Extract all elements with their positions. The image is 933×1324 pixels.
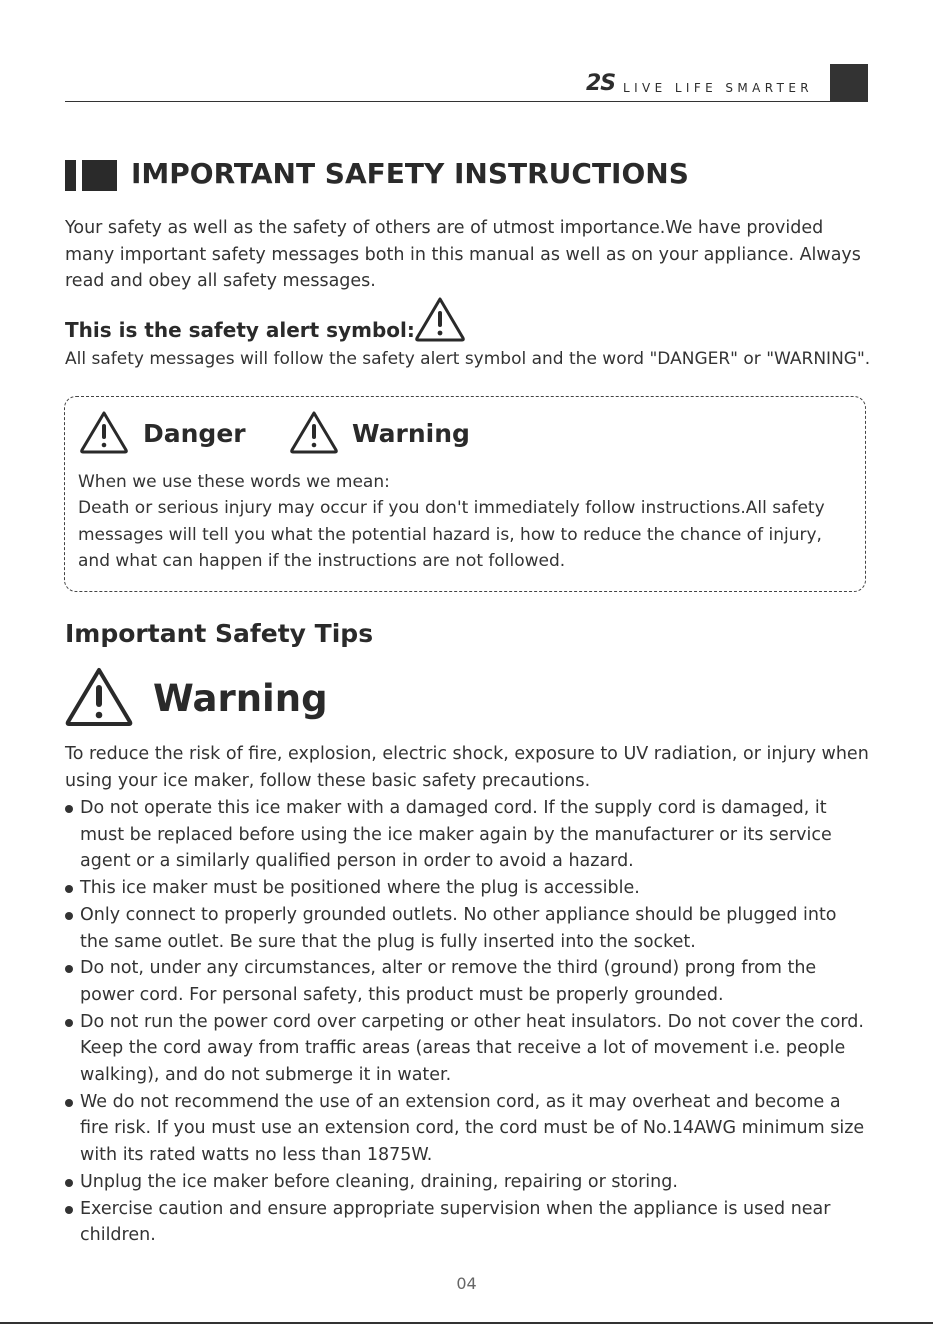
- title-marker-small: [65, 160, 76, 191]
- tips-warning-label: Warning: [153, 677, 328, 720]
- warning-label: Warning: [352, 419, 470, 448]
- danger-alert-icon: [78, 409, 130, 455]
- page-number: 04: [456, 1274, 477, 1293]
- intro-paragraph: Your safety as well as the safety of others are of utmost importance.We have provided many important safety messages both in this manual as well as on your appliance. Always read and obey all safety messages.: [65, 218, 861, 291]
- list-item: Exercise caution and ensure appropriate supervision when the appliance is used near children.: [65, 1196, 870, 1249]
- list-item: This ice maker must be positioned where the plug is accessible.: [65, 875, 870, 902]
- brand-logo: 2S: [586, 71, 616, 96]
- safety-tips-list: [65, 795, 870, 1249]
- tips-heading: Important Safety Tips: [65, 619, 374, 648]
- notice-lead-line: When we use these words we mean:: [78, 472, 390, 492]
- header-divider: [65, 101, 868, 102]
- warning-alert-icon: [288, 409, 340, 455]
- list-item: Do not run the power cord over carpeting or other heat insulators. Do not cover the cord. Keep the cord away from traffic areas (areas that receive a lot of movement i.e. people walking), and do not submerge it in water.: [65, 1009, 870, 1089]
- alert-symbol-description: All safety messages will follow the safety alert symbol and the word "DANGER" or "WARNING".: [65, 349, 871, 369]
- brand-tagline: LIVE LIFE SMARTER: [623, 81, 814, 95]
- page-title: IMPORTANT SAFETY INSTRUCTIONS: [131, 157, 689, 190]
- notice-body-text: Death or serious injury may occur if you don't immediately follow instructions.All safety messages will tell you what the potential hazard is, how to reduce the chance of injury, and what can happen if the instructions are not followed.: [78, 498, 825, 571]
- safety-alert-icon: [413, 295, 467, 343]
- list-item: We do not recommend the use of an extension cord, as it may overheat and become a fire risk. If you must use an extension cord, the cord must be of No.14AWG minimum size with its rated watts no less than 1875W.: [65, 1089, 870, 1169]
- big-warning-alert-icon: [63, 665, 135, 728]
- danger-label: Danger: [143, 419, 246, 448]
- list-item: Do not, under any circumstances, alter or remove the third (ground) prong from the power cord. For personal safety, this product must be properly grounded.: [65, 955, 870, 1008]
- tips-intro-paragraph: To reduce the risk of fire, explosion, electric shock, exposure to UV radiation, or injury when using your ice maker, follow these basic safety precautions.: [65, 744, 869, 791]
- list-item: Unplug the ice maker before cleaning, draining, repairing or storing.: [65, 1169, 870, 1196]
- list-item: Do not operate this ice maker with a damaged cord. If the supply cord is damaged, it must be replaced before using the ice maker again by the manufacturer or its service agent or a similarly qualified person in order to avoid a hazard.: [65, 795, 870, 875]
- title-marker-large: [82, 160, 117, 191]
- list-item: Only connect to properly grounded outlets. No other appliance should be plugged into the same outlet. Be sure that the plug is fully inserted into the socket.: [65, 902, 870, 955]
- alert-symbol-heading: This is the safety alert symbol:: [65, 318, 415, 342]
- header-corner-block: [830, 64, 868, 102]
